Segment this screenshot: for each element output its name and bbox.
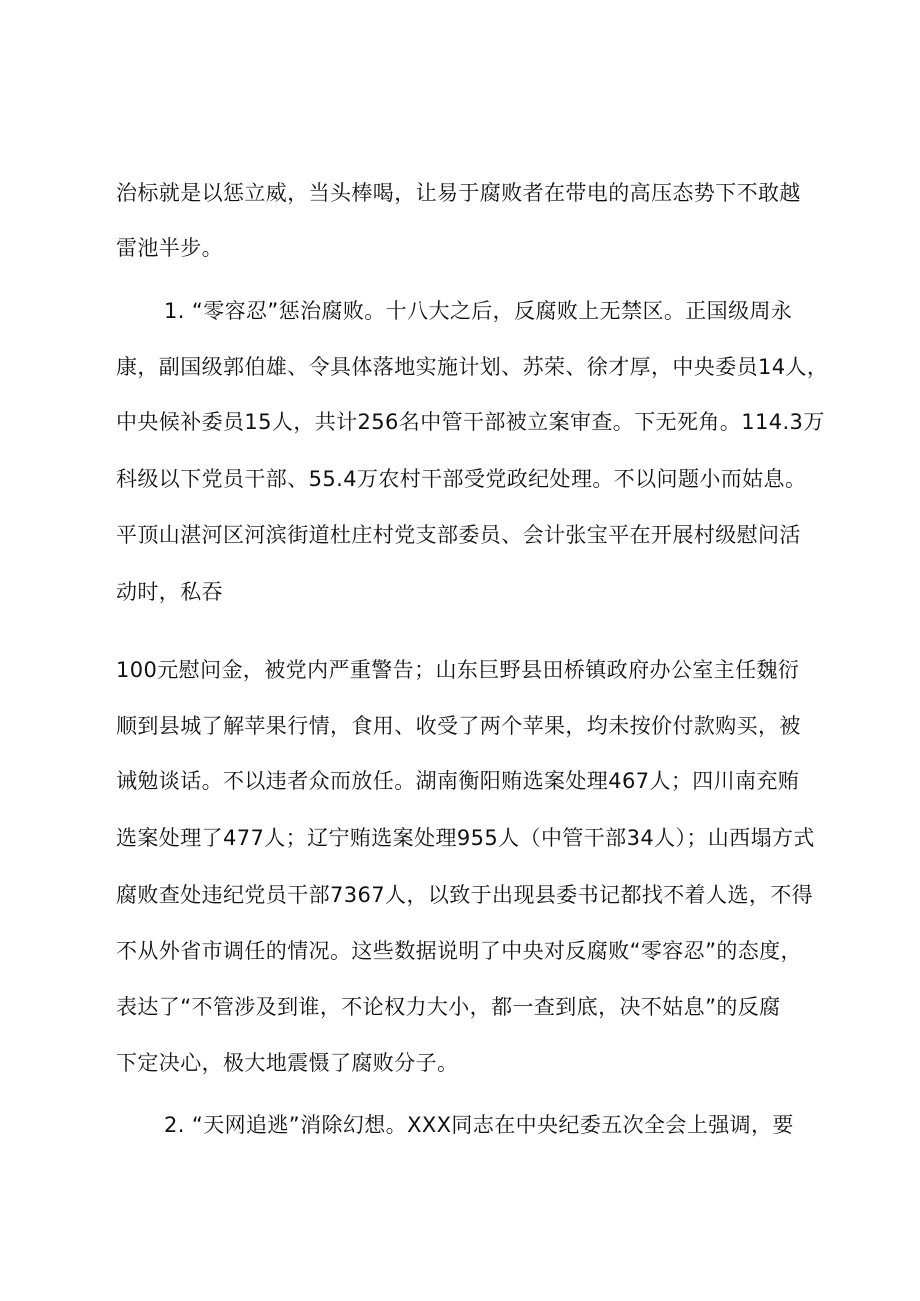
text-line: 顺到县城了解苹果行情，食用、收受了两个苹果，均未按价付款购买，被 — [116, 714, 801, 738]
text-line: 选案处理了477人；辽宁贿选案处理955人（中管干部34人）；山西塌方式 — [116, 826, 815, 850]
numbered-paragraph-1-start: 1. “零容忍”惩治腐败。十八大之后，反腐败上无禁区。正国级周永 — [164, 299, 793, 323]
numbered-paragraph-2-start: 2. “天网追逃”消除幻想。XXX同志在中央纪委五次全会上强调，要 — [164, 1113, 794, 1137]
text-line: 表达了“不管涉及到谁，不论权力大小，都一查到底，决不姑息”的反腐 — [116, 995, 781, 1019]
text-line: 中央候补委员15人，共计256名中管干部被立案审查。下无死角。114.3万 — [116, 410, 825, 434]
text-line: 平顶山湛河区河滨街道杜庄村党支部委员、会计张宝平在开展村级慰问活 — [116, 523, 801, 547]
text-line: 康，副国级郭伯雄、令具体落地实施计划、苏荣、徐才厚，中央委员14人， — [116, 355, 829, 379]
text-line: 动时，私吞 — [116, 580, 223, 604]
text-line: 不从外省市调任的情况。这些数据说明了中央对反腐败“零容忍”的态度， — [116, 939, 802, 963]
text-line: 科级以下党员干部、55.4万农村干部受党政纪处理。不以问题小而姑息。 — [116, 467, 807, 491]
text-line: 100元慰问金，被党内严重警告；山东巨野县田桥镇政府办公室主任魏衍 — [116, 658, 800, 682]
text-line: 腐败查处违纪党员干部7367人，以致于出现县委书记都找不着人选，不得 — [116, 883, 814, 907]
text-line: 治标就是以惩立威，当头棒喝，让易于腐败者在带电的高压态势下不敢越 — [116, 181, 801, 205]
text-line: 下定决心，极大地震慑了腐败分子。 — [116, 1051, 459, 1075]
text-line: 雷池半步。 — [116, 236, 223, 260]
text-line: 诫勉谈话。不以违者众而放任。湖南衡阳贿选案处理467人；四川南充贿 — [116, 769, 800, 793]
